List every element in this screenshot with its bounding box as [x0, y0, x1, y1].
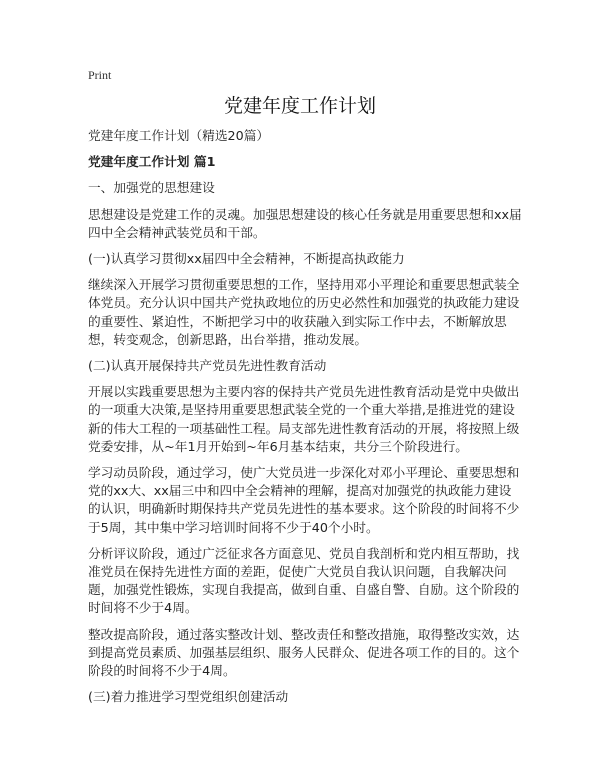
- paragraph: 开展以实践重要思想为主要内容的保持共产党员先进性教育活动是党中央做出的一项重大决策,是坚持用重要思想武装全党的一个重大举措,是推进党的建设新的伟大工程的一项基础性工程。局支部先进性教育活动的开展，将按照上级党委安排，从~年1月开始到~年6月基本结束，共分三个阶段进行。: [88, 384, 520, 454]
- paragraph: 思想建设是党建工作的灵魂。加强思想建设的核心任务就是用重要思想和xx届四中全会精神武装党员和干部。: [88, 206, 522, 240]
- print-link[interactable]: Print: [88, 68, 112, 82]
- section-heading: 党建年度工作计划 篇1: [88, 154, 216, 170]
- subsection-title: (一)认真学习贯彻xx届四中全会精神，不断提高执政能力: [88, 251, 405, 267]
- paragraph: 学习动员阶段，通过学习，使广大党员进一步深化对邓小平理论、重要思想和党的xx大、xx届三中和四中全会精神的理解，提高对加强党的执政能力建设的认识，明确新时期保持共产党员先进性的基本要求。这个阶段的时间将不少于5周，其中集中学习培训时间将不少于40个小时。: [88, 465, 520, 535]
- document-title: 党建年度工作计划: [223, 95, 376, 117]
- section-title: 一、加强党的思想建设: [88, 180, 215, 196]
- document-subtitle: 党建年度工作计划（精选20篇）: [88, 128, 270, 143]
- paragraph: 整改提高阶段，通过落实整改计划、整改责任和整改措施，取得整改实效，达到提高党员素质、加强基层组织、服务人民群众、促进各项工作的目的。这个阶段的时间将不少于4周。: [88, 626, 520, 679]
- paragraph: 分析评议阶段，通过广泛征求各方面意见、党员自我剖析和党内相互帮助，找准党员在保持先进性方面的差距，促使广大党员自我认识问题，自我解决问题，加强党性锻炼，实现自我提高，做到自重、自盛自警、自励。这个阶段的时间将不少于4周。: [88, 545, 520, 616]
- paragraph: 继续深入开展学习贯彻重要思想的工作，坚持用邓小平理论和重要思想武装全体党员。充分认识中国共产党执政地位的历史必然性和加强党的执政能力建设的重要性、紧迫性，不断把学习中的收获融入到实际工作中去，不断解放思想，转变观念，创新思路，出台举措，推动发展。: [88, 277, 520, 347]
- subsection-title: (三)着力推进学习型党组织创建活动: [88, 689, 289, 705]
- subsection-title: (二)认真开展保持共产党员先进性教育活动: [88, 358, 327, 374]
